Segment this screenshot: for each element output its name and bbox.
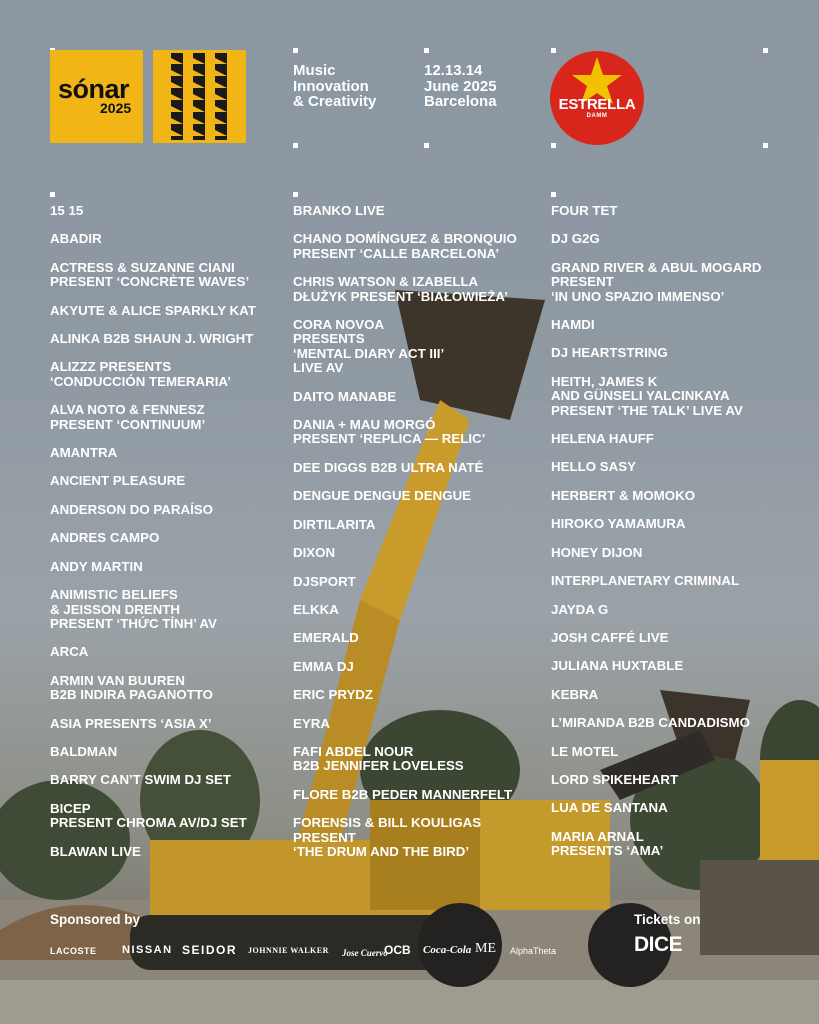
sponsor-seidor: SEIDOR	[182, 943, 238, 957]
artist-name: DJSPORT	[293, 573, 356, 589]
artist-name: BICEP PRESENT CHROMA AV/DJ SET	[50, 800, 247, 831]
sponsor-johnnie-walker: JOHNNIE WALKER	[248, 946, 329, 955]
tickets-label: Tickets on	[634, 912, 701, 927]
sponsored-by-label: Sponsored by	[50, 912, 141, 927]
sonar-logo-text: sónar	[58, 74, 130, 104]
artist-name: DENGUE DENGUE DENGUE	[293, 488, 472, 504]
artist-name: AKYUTE & ALICE SPARKLY KAT	[50, 302, 256, 318]
column-marker	[50, 192, 55, 197]
tire-track-logo	[153, 50, 246, 143]
artist-name: ELKKA	[293, 601, 339, 617]
artist-name: MARIA ARNAL PRESENTS ‘AMA’	[551, 828, 664, 859]
artist-name: L’MIRANDA B2B CANDADISMO	[551, 715, 750, 731]
artist-name: DJ G2G	[551, 231, 600, 247]
artist-name: HONEY DIJON	[551, 544, 643, 560]
lineup-column-3	[551, 204, 781, 873]
sponsor-logos	[50, 942, 570, 962]
artist-name: EMMA DJ	[293, 658, 354, 674]
estrella-sub: DAMM	[586, 113, 608, 119]
artist-name: BALDMAN	[50, 743, 118, 759]
frame-marker	[424, 143, 429, 148]
artist-name: EMERALD	[293, 630, 359, 646]
sponsor-me: ME	[475, 941, 496, 956]
artist-name: ARCA	[50, 644, 89, 660]
artist-name: DIXON	[293, 545, 336, 561]
artist-name: AMANTRA	[50, 445, 118, 461]
lineup-column-2	[293, 204, 533, 873]
artist-name: EYRA	[293, 715, 330, 731]
artist-name: DEE DIGGS B2B ULTRA NATÉ	[293, 459, 484, 475]
artist-name: HEITH, JAMES K AND GÜNSELI YALCINKAYA PRESENT ‘THE TALK’ LIVE AV	[551, 373, 743, 418]
artist-name: FOUR TET	[551, 203, 618, 218]
artist-name: FAFI ABDEL NOUR B2B JENNIFER LOVELESS	[293, 743, 464, 774]
artist-name: ANDERSON DO PARAÍSO	[50, 501, 214, 517]
dice-logo[interactable]: DICE	[634, 933, 683, 956]
frame-marker	[293, 143, 298, 148]
sonar-logo-year: 2025	[100, 100, 132, 116]
artist-name: CHANO DOMÍNGUEZ & BRONQUIO PRESENT ‘CALLE BARCELONA’	[293, 231, 517, 261]
artist-name: JAYDA G	[551, 601, 609, 617]
sponsor-lacoste: LACOSTE	[50, 946, 97, 956]
artist-name: DANIA + MAU MORGÓ PRESENT ‘REPLICA — RELIC’	[293, 417, 486, 447]
tire-track-icon	[153, 50, 246, 143]
frame-marker	[293, 48, 298, 53]
frame-marker	[763, 48, 768, 53]
artist-name: ALVA NOTO & FENNESZ PRESENT ‘CONTINUUM’	[50, 402, 206, 432]
sponsor-coca-cola: Coca-Cola	[423, 944, 472, 956]
artist-name: FLORE B2B PEDER MANNERFELT	[293, 786, 513, 802]
artist-name: INTERPLANETARY CRIMINAL	[551, 573, 740, 589]
artist-name: BLAWAN LIVE	[50, 843, 141, 859]
artist-name: GRAND RIVER & ABUL MOGARD PRESENT ‘IN UNO SPAZIO IMMENSO’	[551, 259, 762, 304]
sponsor-jose-cuervo: Jose Cuervo	[342, 948, 388, 958]
artist-name: HIROKO YAMAMURA	[551, 516, 686, 532]
sponsor-ocb: OCB	[384, 943, 411, 957]
artist-name: ARMIN VAN BUUREN B2B INDIRA PAGANOTTO	[50, 672, 214, 703]
artist-name: JULIANA HUXTABLE	[551, 658, 684, 674]
sponsor-nissan: NISSAN	[122, 944, 173, 956]
artist-name: ANCIENT PLEASURE	[50, 473, 186, 489]
lineup-column-1	[50, 204, 280, 873]
artist-name: ABADIR	[50, 231, 102, 247]
artist-name: CHRIS WATSON & IZABELLA DŁUŻYK PRESENT ‘BIAŁOWIEŻA’	[293, 274, 508, 304]
artist-name: LUA DE SANTANA	[551, 800, 668, 816]
artist-name: ANDRES CAMPO	[50, 530, 160, 546]
estrella-damm-logo	[550, 51, 644, 145]
artist-name: ALINKA B2B SHAUN J. WRIGHT	[50, 331, 254, 347]
artist-name: ERIC PRYDZ	[293, 687, 374, 703]
artist-name: DJ HEARTSTRING	[551, 345, 668, 361]
artist-name: JOSH CAFFÉ LIVE	[551, 629, 669, 645]
artist-name: HAMDI	[551, 317, 595, 333]
festival-dates: 12.13.14 June 2025 Barcelona	[424, 62, 497, 110]
artist-name: ACTRESS & SUZANNE CIANI PRESENT ‘CONCRÈTE WAVES’	[50, 259, 250, 290]
artist-name: ANDY MARTIN	[50, 558, 143, 574]
artist-name: BRANKO LIVE	[293, 203, 385, 218]
artist-name: DIRTILARITA	[293, 516, 376, 532]
artist-name: BARRY CAN’T SWIM DJ SET	[50, 772, 231, 788]
artist-name: HERBERT & MOMOKO	[551, 487, 696, 503]
artist-name: DAITO MANABE	[293, 388, 397, 404]
artist-name: ASIA PRESENTS ‘ASIA X’	[50, 715, 212, 731]
estrella-name: ESTRELLA	[558, 96, 636, 113]
artist-name: ANIMISTIC BELIEFS & JEISSON DRENTH PRESENT ‘THỨC TỈNH’ AV	[50, 587, 217, 631]
artist-name: ALIZZZ PRESENTS ‘CONDUCCIÓN TEMERARIA’	[50, 359, 231, 389]
artist-name: CORA NOVOA PRESENTS ‘MENTAL DIARY ACT III’ LIVE AV	[293, 317, 445, 376]
artist-name: HELENA HAUFF	[551, 431, 654, 447]
artist-name: 15 15	[50, 203, 84, 218]
festival-tagline: Music Innovation & Creativity	[293, 62, 377, 110]
column-marker	[551, 192, 556, 197]
frame-marker	[763, 143, 768, 148]
frame-marker	[424, 48, 429, 53]
artist-name: HELLO SASY	[551, 459, 636, 475]
artist-name: LE MOTEL	[551, 743, 619, 759]
artist-name: FORENSIS & BILL KOULIGAS PRESENT ‘THE DRUM AND THE BIRD’	[293, 815, 482, 859]
column-marker	[293, 192, 298, 197]
artist-name: KEBRA	[551, 686, 599, 702]
sponsor-alphatheta: AlphaTheta	[510, 946, 557, 956]
artist-name: LORD SPIKEHEART	[551, 771, 679, 787]
